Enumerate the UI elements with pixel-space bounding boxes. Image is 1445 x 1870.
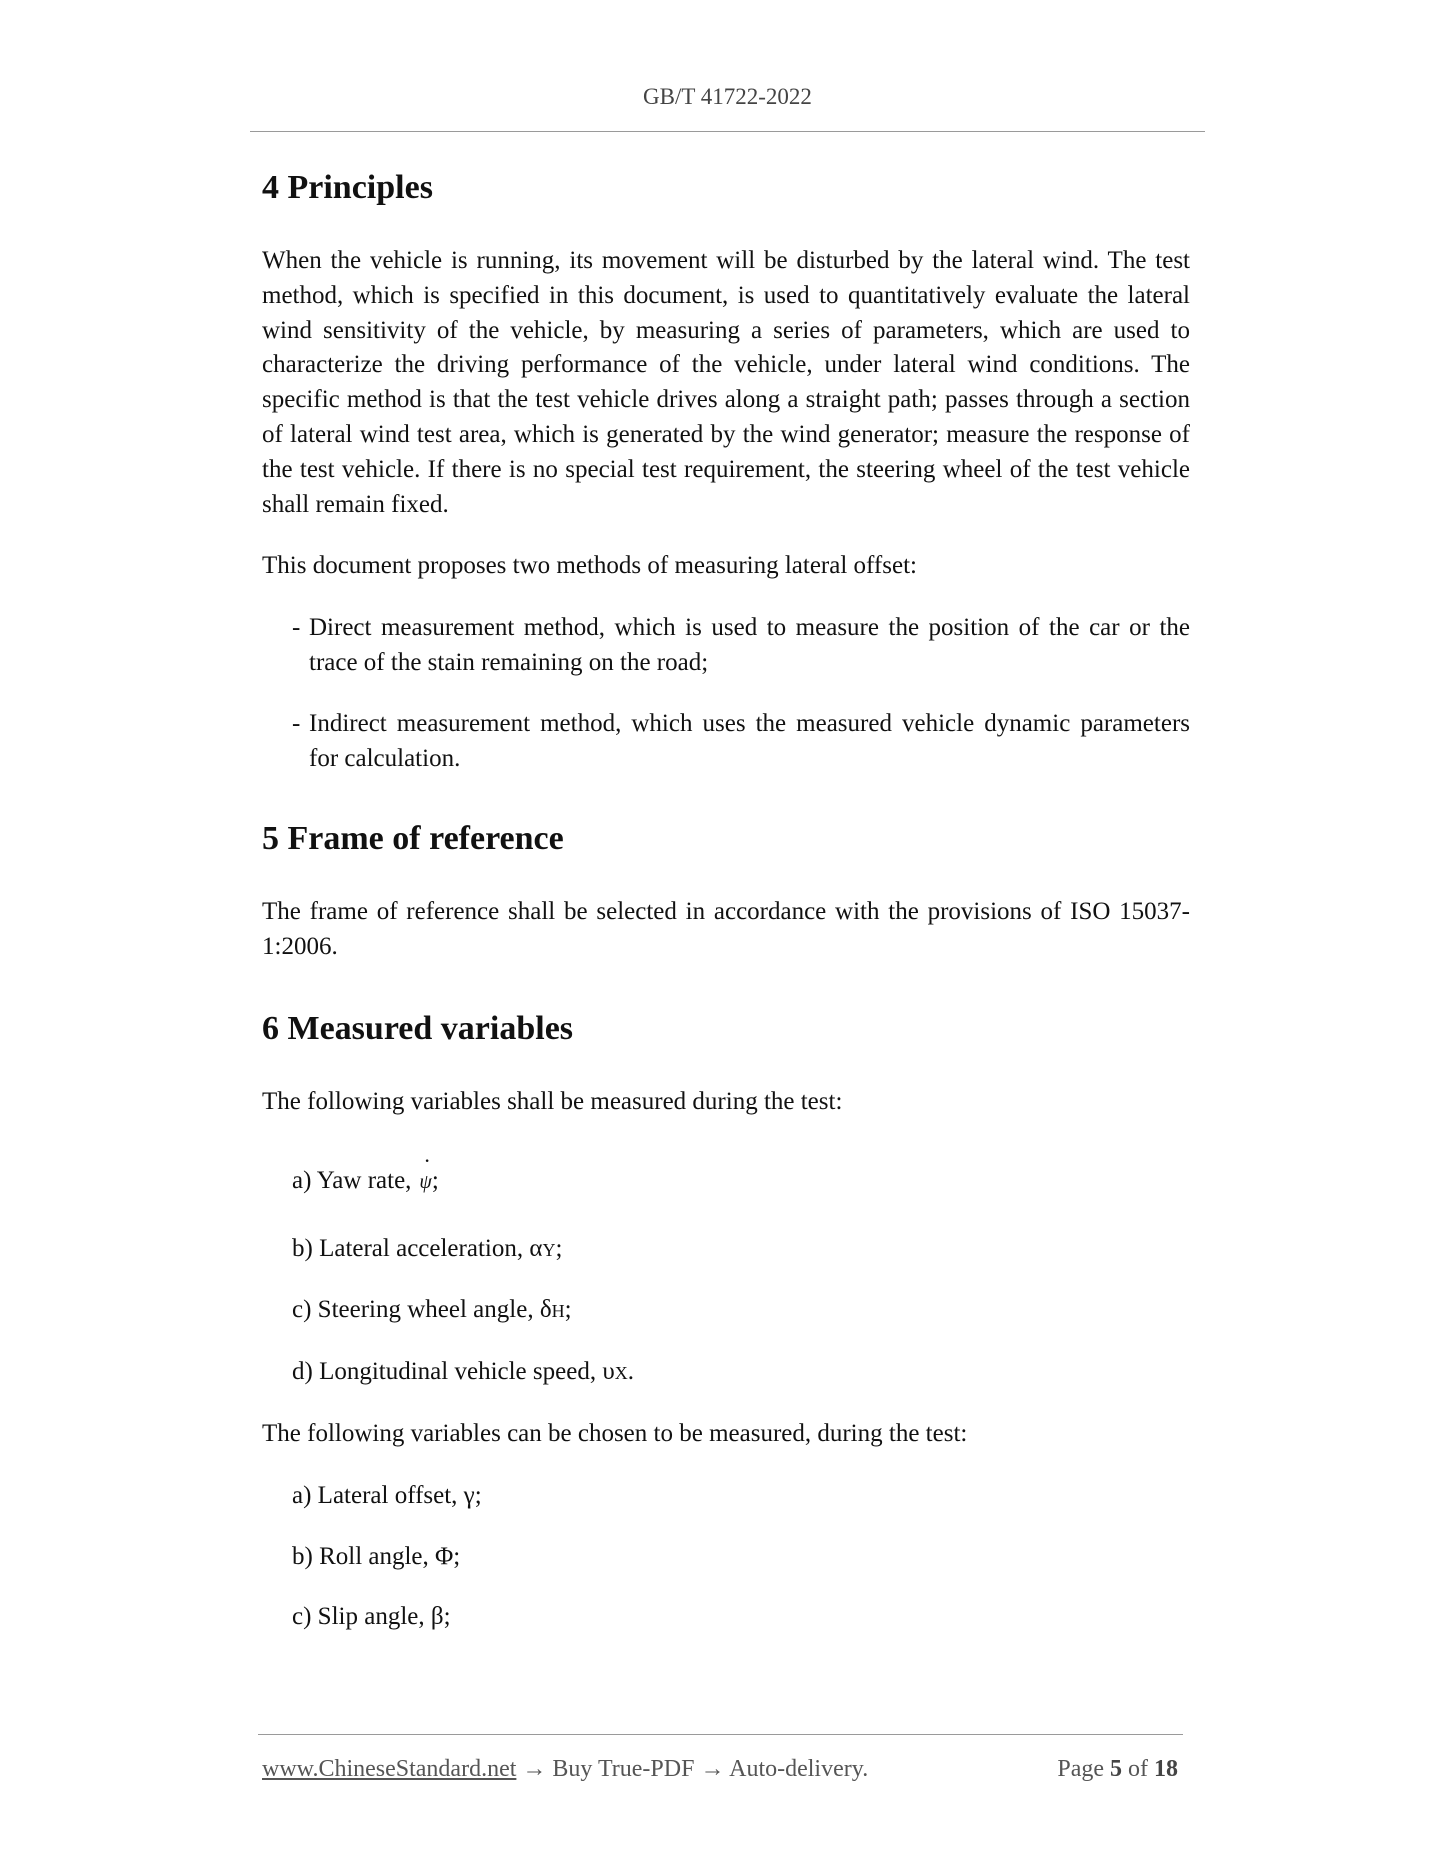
methods-intro-paragraph: This document proposes two methods of measuring lateral offset: bbox=[262, 552, 917, 580]
principles-paragraph: When the vehicle is running, its movement will be disturbed by the lateral wind. The test method, which is specified in this document, is used to quantitatively evaluate the lateral wind sensitivity of the vehicle, by measuring a series of parameters, which are used to characterize the driving performance of the vehicle, under lateral wind conditions. The specific method is that the test vehicle drives along a straight path; passes through a section of lateral wind test area, which is generated by the wind generator; measure the response of the test vehicle. If there is no special test requirement, the steering wheel of the test vehicle shall remain fixed. bbox=[262, 247, 1190, 518]
page-content bbox=[262, 168, 1190, 1661]
variable-subscript: H bbox=[551, 1301, 565, 1322]
total-page-count: 18 bbox=[1154, 1756, 1178, 1782]
section-heading-measured: 6 Measured variables bbox=[262, 1009, 574, 1047]
variable-terminator: ; bbox=[564, 1296, 572, 1324]
section-heading-frame: 5 Frame of reference bbox=[262, 820, 564, 858]
current-page-number: 5 bbox=[1110, 1756, 1122, 1782]
variable-terminator: . bbox=[627, 1358, 634, 1386]
variable-item-yaw-rate bbox=[292, 1141, 1190, 1200]
dash-bullet: - bbox=[292, 614, 301, 642]
yaw-rate-symbol bbox=[419, 1141, 432, 1200]
variable-label: c) Steering wheel angle, δ bbox=[292, 1296, 552, 1324]
required-intro-paragraph: The following variables shall be measured during the test: bbox=[262, 1087, 843, 1115]
method-item-direct bbox=[292, 611, 1190, 681]
optional-item-slip-angle: c) Slip angle, β; bbox=[292, 1603, 451, 1631]
method-text: Direct measurement method, which is used to measure the position of the car or the trace of the stain remaining on the road; bbox=[309, 614, 1190, 676]
site-link[interactable]: www.ChineseStandard.net bbox=[262, 1756, 517, 1782]
optional-item-roll-angle: b) Roll angle, Φ; bbox=[292, 1542, 461, 1570]
of-word: of bbox=[1128, 1756, 1148, 1782]
dash-bullet: - bbox=[292, 709, 301, 737]
footer-divider bbox=[258, 1734, 1183, 1735]
variable-terminator: ; bbox=[555, 1234, 563, 1262]
document-id-header: GB/T 41722-2022 bbox=[643, 84, 812, 109]
section-heading-principles: 4 Principles bbox=[262, 169, 433, 206]
dot-accent: . bbox=[424, 1141, 430, 1167]
page-indicator bbox=[1057, 1756, 1178, 1783]
optional-item-lateral-offset: a) Lateral offset, γ; bbox=[292, 1481, 482, 1509]
footer-promo-text: → Buy True-PDF → Auto-delivery. bbox=[516, 1756, 869, 1782]
variable-label: b) Lateral acceleration, α bbox=[292, 1234, 543, 1262]
variable-label: d) Longitudinal vehicle speed, υ bbox=[292, 1358, 615, 1386]
header-divider bbox=[250, 131, 1205, 132]
method-text: Indirect measurement method, which uses the measured vehicle dynamic parameters for calculation. bbox=[309, 709, 1190, 772]
variable-label: a) Yaw rate, bbox=[292, 1166, 412, 1194]
variable-item-longitudinal-speed bbox=[292, 1355, 1190, 1391]
variable-subscript: X bbox=[614, 1363, 628, 1384]
frame-paragraph: The frame of reference shall be selected in accordance with the provisions of ISO 15037-1:2006. bbox=[262, 898, 1190, 961]
footer-promo bbox=[262, 1756, 868, 1783]
page-word: Page bbox=[1057, 1756, 1104, 1782]
psi-symbol: ψ bbox=[419, 1170, 432, 1193]
method-item-indirect bbox=[292, 707, 1190, 777]
variable-item-lateral-acceleration bbox=[292, 1232, 1190, 1268]
variable-subscript: Y bbox=[542, 1239, 556, 1260]
optional-intro-paragraph: The following variables can be chosen to be measured, during the test: bbox=[262, 1419, 968, 1447]
variable-terminator: ; bbox=[431, 1166, 439, 1194]
variable-item-steering-wheel-angle bbox=[292, 1293, 1190, 1329]
